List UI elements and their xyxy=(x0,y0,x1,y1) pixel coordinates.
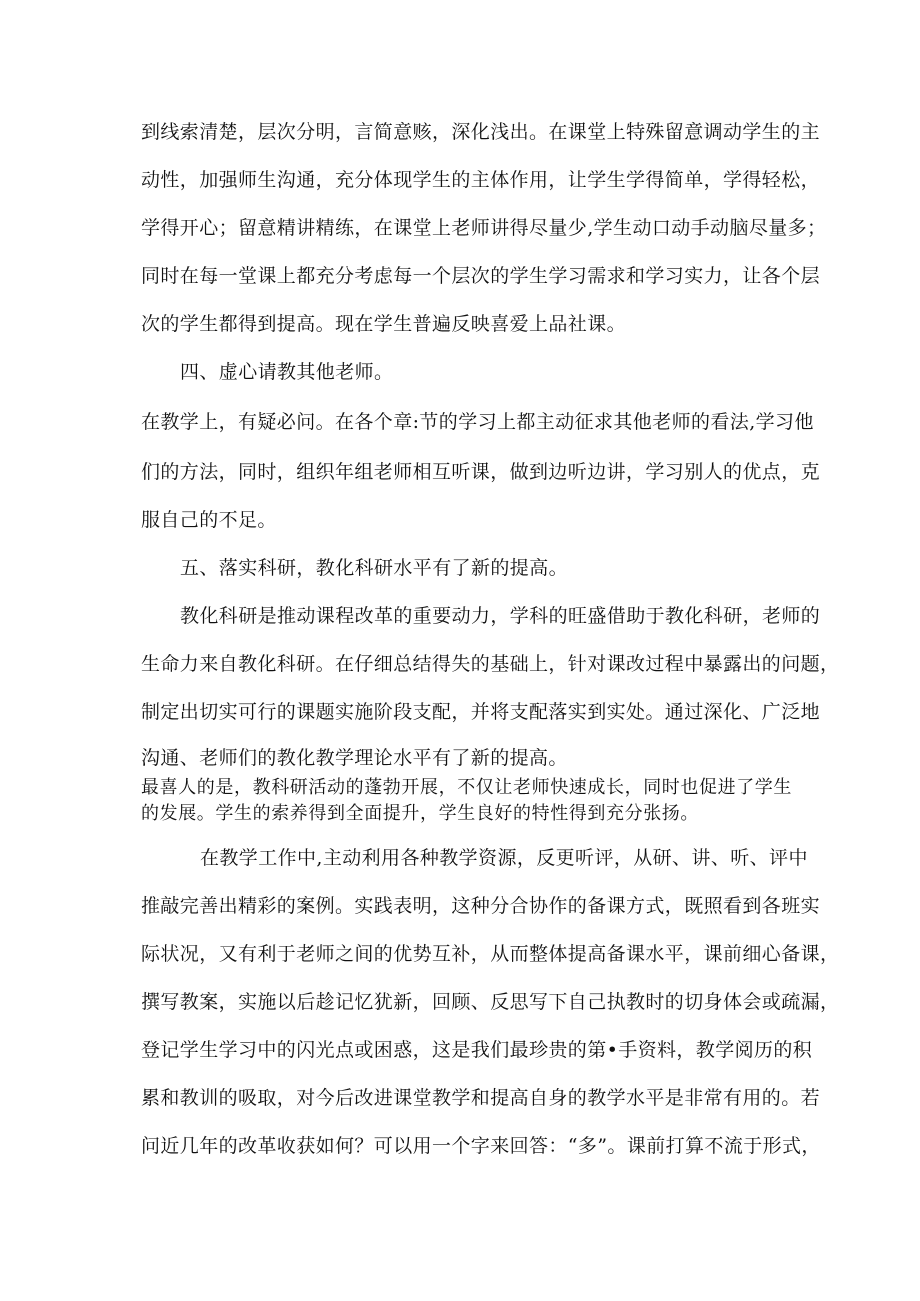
paragraph-line: 推敲完善出精彩的案例。实践表明，这种分合协作的备课方式，既照看到各班实 xyxy=(141,895,821,917)
paragraph-line: 到线索清楚，层次分明，言简意赅，深化浅出。在课堂上特殊留意调动学生的主 xyxy=(141,121,821,143)
paragraph-line: 问近几年的改革收获如何？可以用一个字来回答：“多”。课前打算不流于形式， xyxy=(141,1135,821,1157)
section-heading-5: 五、落实科研，教化科研水平有了新的提高。 xyxy=(180,557,569,579)
paragraph-line: 服自己的不足。 xyxy=(141,509,277,531)
paragraph-line: 教化科研是推动课程改革的重要动力，学科的旺盛借助于教化科研，老师的 xyxy=(180,605,821,627)
paragraph-line: 同时在每一堂课上都充分考虑每一个层次的学生学习需求和学习实力，让各个层 xyxy=(141,265,821,287)
paragraph-line: 制定出切实可行的课题实施阶段支配，并将支配落实到实处。通过深化、广泛地 xyxy=(141,701,821,723)
paragraph-line: 登记学生学习中的闪光点或困惑，这是我们最珍贵的第•手资料，教学阅历的积 xyxy=(141,1039,813,1061)
paragraph-line: 学得开心；留意精讲精练，在课堂上老师讲得尽量少,学生动口动手动脑尽量多； xyxy=(141,217,827,239)
paragraph-line: 生命力来自教化科研。在仔细总结得失的基础上，针对课改过程中暴露出的问题， xyxy=(141,653,840,675)
paragraph-line: 际状况，又有利于老师之间的优势互补，从而整体提高备课水平，课前细心备课， xyxy=(141,943,840,965)
paragraph-line: 在教学工作中,主动利用各种教学资源，反更听评，从研、讲、听、评中 xyxy=(200,847,808,869)
paragraph-line: 累和教训的吸取，对今后改进课堂教学和提高自身的教学水平是非常有用的。若 xyxy=(141,1087,821,1109)
paragraph-line: 们的方法，同时，组织年组老师相互听课，做到边听边讲，学习别人的优点，克 xyxy=(141,461,821,483)
paragraph-line: 次的学生都得到提高。现在学生普遍反映喜爱上品社课。 xyxy=(141,313,627,335)
paragraph-line: 的发展。学生的索养得到全面提升，学生良好的特性得到充分张扬。 xyxy=(141,803,699,824)
paragraph-line: 动性，加强师生沟通，充分体现学生的主体作用，让学生学得简单，学得轻松， xyxy=(141,169,821,191)
section-heading-4: 四、虚心请教其他老师。 xyxy=(180,361,394,383)
paragraph-line: 撰写教案，实施以后趁记忆犹新，回顾、反思写下自己执教时的切身体会或疏漏， xyxy=(141,991,840,1013)
paragraph-line: 最喜人的是，教科研活动的蓬勃开展，不仅让老师快速成长，同时也促进了学生 xyxy=(141,777,792,798)
paragraph-line: 在教学上，有疑必问。在各个章:节的学习上都主动征求其他老师的看法,学习他 xyxy=(141,411,814,433)
paragraph-line: 沟通、老师们的教化教学理论水平有了新的提高。 xyxy=(141,747,568,769)
